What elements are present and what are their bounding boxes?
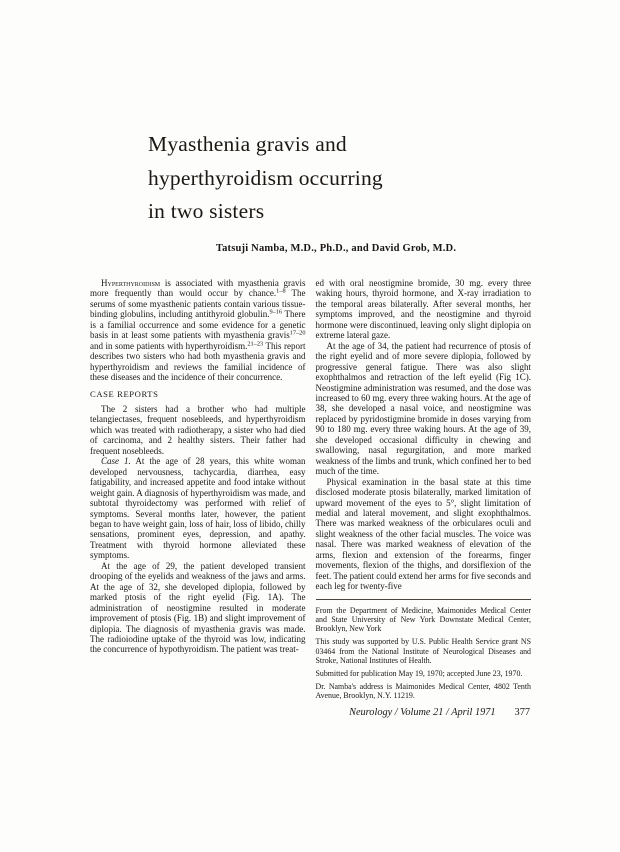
paragraph: Hyperthyroidism is associated with myasthenia gravis more frequently than would occur by chance.$^{1-8}$ The serums of some myasthenic patients contain various tissue-binding globulins, including antithyroid globulin.$^{9-16}$ There is a familial occurrence and some evidence for a genetic basis in at least some patients with myasthenia gravis$^{17-20}$ and in some patients with hyperthyroidism.$^{21-23}$ This report describes two sisters who had both myasthenia gravis and hyperthyroidism and reviews the familial incidence of these diseases and the incidence of their concurrence.: [90, 278, 306, 383]
right-column-text: [316, 278, 532, 592]
title-line-3: in two sisters: [148, 199, 265, 223]
footnote: Submitted for publication May 19, 1970; accepted June 23, 1970.: [315, 669, 523, 679]
reference-marker: 1–8: [276, 287, 286, 295]
footnote: From the Department of Medicine, Maimonides Medical Center and State University of New York Downstate Medical Center, Brooklyn, New York: [315, 605, 531, 634]
paragraph: ed with oral neostigmine bromide, 30 mg. every three waking hours, thyroid hormone, and X-ray irradiation to the temporal areas bilaterally. After several months, her symptoms improved, and the neostigmine and thyroid hormone were discontinued, leaving only slight diplopia on extreme lateral gaze.: [315, 278, 531, 341]
page-number: 377: [514, 706, 530, 718]
reference-marker: 21–23: [247, 340, 264, 348]
journal-footer: [316, 708, 532, 718]
footnotes: [316, 606, 532, 701]
journal-citation: Neurology / Volume 21 / April 1971: [349, 706, 496, 718]
left-column: [90, 278, 306, 718]
author-byline: Tatsuji Namba, M.D., Ph.D., and David Grob, M.D.: [215, 243, 457, 254]
article-body: [90, 278, 531, 718]
footnote-divider: [316, 599, 532, 600]
title-line-1: Myasthenia gravis and: [148, 132, 347, 156]
paragraph: Case 1. At the age of 28 years, this white woman developed nervousness, tachycardia, diarrhea, easy fatigability, and increased appetite and food intake without weight gain. A diagnosis of hyperthyroidism was made, and subtotal thyroidectomy was performed with relief of symptoms. Several months later, however, the patient began to have weight gain, loss of hair, loss of libido, chilly sensations, prominent eyes, depression, and apathy. Treatment with thyroid hormone alleviated these symptoms.: [90, 456, 306, 561]
footnote: Dr. Namba's address is Maimonides Medical Center, 4802 Tenth Avenue, Brooklyn, N.Y. 11219.: [315, 681, 531, 701]
reference-marker: 17–20: [289, 329, 306, 337]
paragraph: At the age of 34, the patient had recurrence of ptosis of the right eyelid and of more severe diplopia, followed by progressive general fatigue. There was also slight exophthalmos and retraction of the left eyelid (Fig 1C). Neostigmine administration was resumed, and the dose was increased to 60 mg. every three waking hours. At the age of 38, she developed a nasal voice, and neostigmine was replaced by pyridostigmine bromide in doses varying from 90 to 180 mg. every three waking hours. At the age of 39, she developed occasional difficulty in chewing and swallowing, nasal regurgitation, and more marked weakness of the limbs and trunk, which confined her to bed much of the time.: [315, 340, 531, 477]
paragraph: The 2 sisters had a brother who had multiple telangiectases, frequent nosebleeds, and hyperthyroidism which was treated with radiotherapy, a sister who had died of carcinoma, and 2 healthy sisters. Their father had frequent nosebleeds.: [90, 403, 306, 456]
title-line-2: hyperthyroidism occurring: [148, 165, 383, 190]
section-heading: CASE REPORTS: [90, 388, 159, 399]
reference-marker: 9–16: [269, 308, 283, 316]
right-column: [316, 278, 532, 718]
article-title: [148, 128, 383, 229]
footnote: This study was supported by U.S. Public Health Service grant NS 03464 from the National Institute of Neurological Diseases and Stroke, National Institutes of Health.: [315, 637, 531, 666]
paragraph: At the age of 29, the patient developed transient drooping of the eyelids and weakness of the jaws and arms. At the age of 32, she developed diplopia, followed by marked ptosis of the right eyelid (Fig. 1A). The administration of neostigmine resulted in moderate improvement of ptosis (Fig. 1B) and slight improvement of diplopia. The diagnosis of myasthenia gravis was made. The radioiodine uptake of the thyroid was low, indicating the concurrence of hypothyroidism. The patient was treat-: [90, 560, 306, 655]
paragraph: Physical examination in the basal state at this time disclosed moderate ptosis bilaterally, marked limitation of upward movement of the eyes to 5°, slight limitation of medial and lateral movement, and slight exophthalmos. There was marked weakness of the orbiculares oculi and slight weakness of the other facial muscles. The voice was nasal. There was marked weakness of elevation of the arms, flexion and extension of the forearms, finger movements, flexion of the thighs, and dorsiflexion of the feet. The patient could extend her arms for five seconds and each leg for twenty-five: [315, 476, 532, 592]
